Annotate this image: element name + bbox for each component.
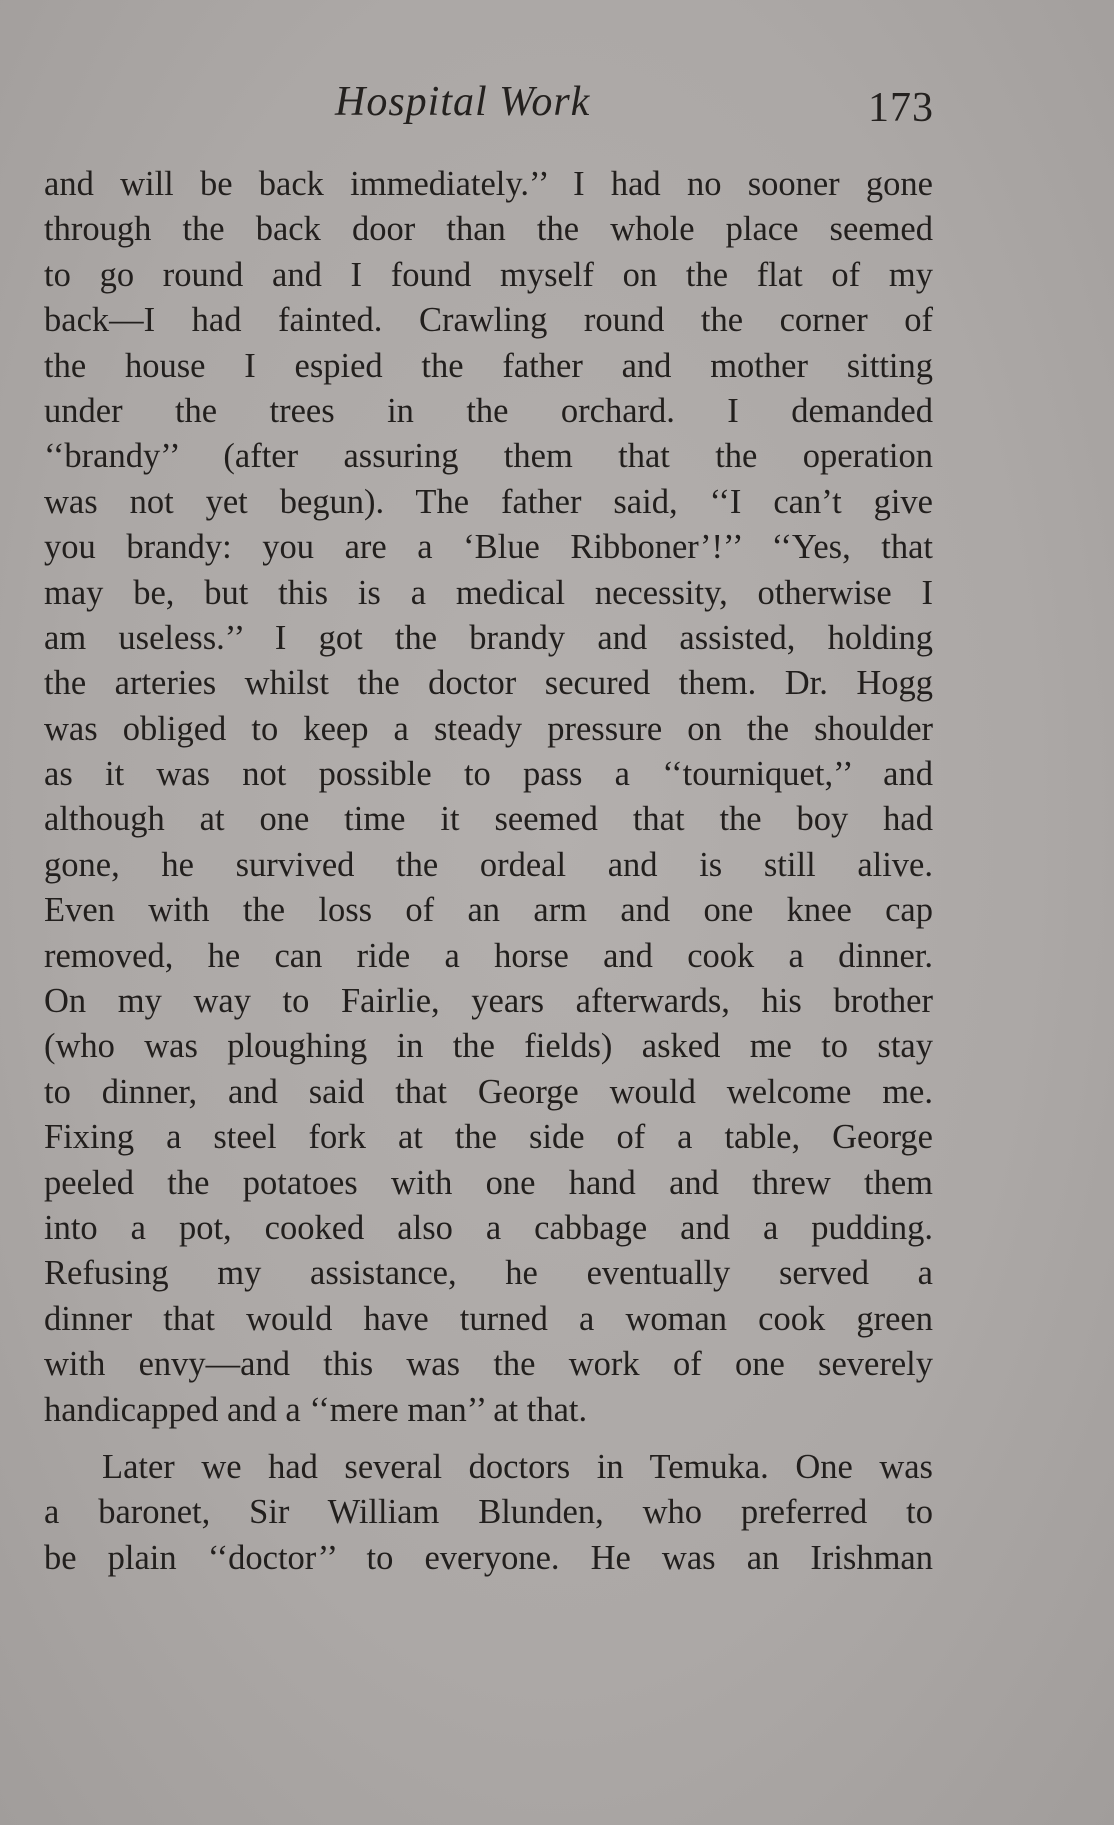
page-number: 173 xyxy=(868,85,934,131)
text-line: am useless.’’ I got the brandy and assisted, holding xyxy=(44,618,933,657)
body-text xyxy=(44,162,933,1581)
text-line: the arteries whilst the doctor secured them. Dr. Hogg xyxy=(44,664,933,703)
text-line: Refusing my assistance, he eventually served a xyxy=(44,1254,933,1293)
text-line: the house I espied the father and mother sitting xyxy=(44,346,933,385)
text-line: a baronet, Sir William Blunden, who preferred to xyxy=(44,1493,933,1532)
running-head xyxy=(0,78,1114,138)
text-line: was not yet begun). The father said, ‘‘I can’t give xyxy=(44,482,933,521)
text-line: ‘‘brandy’’ (after assuring them that the operation xyxy=(44,437,933,476)
text-line: Even with the loss of an arm and one knee cap xyxy=(44,891,933,930)
text-line: handicapped and a ‘‘mere man’’ at that. xyxy=(44,1390,588,1429)
text-line: although at one time it seemed that the boy had xyxy=(44,800,933,839)
text-line: On my way to Fairlie, years afterwards, his brother xyxy=(44,982,933,1021)
text-line: to dinner, and said that George would welcome me. xyxy=(44,1072,933,1111)
paragraph-gap xyxy=(44,1433,933,1445)
text-line: dinner that would have turned a woman cook green xyxy=(44,1299,933,1338)
text-line: was obliged to keep a steady pressure on the shoulder xyxy=(44,709,933,748)
text-line: (who was ploughing in the fields) asked me to stay xyxy=(44,1027,933,1066)
text-line: under the trees in the orchard. I demanded xyxy=(44,391,933,430)
text-line: peeled the potatoes with one hand and threw them xyxy=(44,1163,933,1202)
text-line: and will be back immediately.’’ I had no sooner gone xyxy=(44,165,933,203)
text-line: you brandy: you are a ‘Blue Ribboner’!’’ ‘‘Yes, that xyxy=(44,528,933,567)
text-line: with envy—and this was the work of one severely xyxy=(44,1345,933,1384)
text-line: back—I had fainted. Crawling round the corner of xyxy=(44,301,933,340)
paragraph xyxy=(44,1445,933,1581)
text-line: may be, but this is a medical necessity, otherwise I xyxy=(44,573,933,612)
text-line: Later we had several doctors in Temuka. One was xyxy=(102,1447,933,1486)
text-line: Fixing a steel fork at the side of a table, George xyxy=(44,1118,933,1157)
paragraph xyxy=(44,162,933,1433)
text-line: through the back door than the whole place seemed xyxy=(44,210,933,249)
text-line: to go round and I found myself on the flat of my xyxy=(44,255,933,294)
text-line: gone, he survived the ordeal and is still alive. xyxy=(44,845,933,884)
text-line: be plain ‘‘doctor’’ to everyone. He was an Irishman xyxy=(44,1538,933,1577)
text-line: into a pot, cooked also a cabbage and a pudding. xyxy=(44,1208,933,1247)
text-line: as it was not possible to pass a ‘‘tourniquet,’’ and xyxy=(44,755,933,794)
running-title: Hospital Work xyxy=(335,79,591,125)
text-line: removed, he can ride a horse and cook a dinner. xyxy=(44,936,933,975)
